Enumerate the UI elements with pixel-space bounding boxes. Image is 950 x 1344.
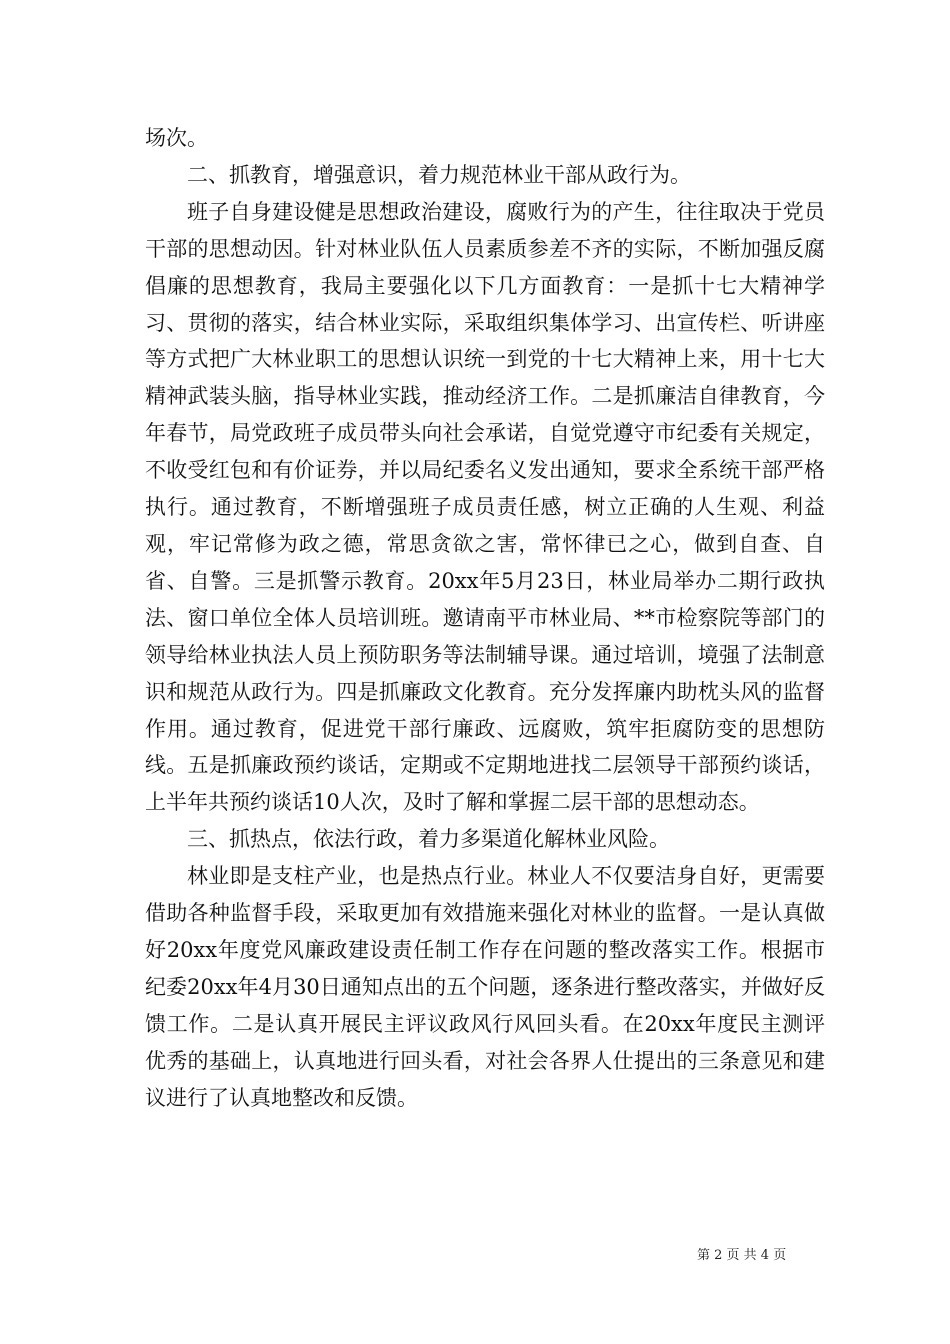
section-heading-two: 二、抓教育，增强意识，着力规范林业干部从政行为。 (187, 162, 691, 187)
section-heading-three: 三、抓热点，依法行政，着力多渠道化解林业风险。 (187, 827, 670, 852)
document-body (145, 120, 825, 1116)
page-number-footer: 第 2 页 共 4 页 (697, 1248, 787, 1263)
paragraph-education: 班子自身建设健是思想政治建设，腐败行为的产生，往往取决于党员干部的思想动因。针对林业队伍人员素质参差不齐的实际，不断加强反腐倡廉的思想教育，我局主要强化以下几方面教育：一是抓十七大精神学习、贯彻的落实，结合林业实际，采取组织集体学习、出宣传栏、听讲座等方式把广大林业职工的思想认识统一到党的十七大精神上来，用十七大精神武装头脑，指导林业实践，推动经济工作。二是抓廉洁自律教育，今年春节，局党政班子成员带头向社会承诺，自觉党遵守市纪委有关规定，不收受红包和有价证券，并以局纪委名义发出通知，要求全系统干部严格执行。通过教育，不断增强班子成员责任感，树立正确的人生观、利益观，牢记常修为政之德，常思贪欲之害，常怀律已之心，做到自查、自省、自警。三是抓警示教育。20xx年5月23日，林业局举办二期行政执法、窗口单位全体人员培训班。邀请南平市林业局、**市检察院等部门的领导给林业执法人员上预防职务等法制辅导课。通过培训，境强了法制意识和规范从政行为。四是抓廉政文化教育。充分发挥廉内助枕头风的监督作用。通过教育，促进党干部行廉政、远腐败，筑牢拒腐防变的思想防线。五是抓廉政预约谈话，定期或不定期地进找二层领导干部预约谈话，上半年共预约谈话10人次，及时了解和掌握二层干部的思想动态。 (145, 199, 825, 815)
paragraph-hotspot: 林业即是支柱产业，也是热点行业。林业人不仅要洁身自好，更需要借助各种监督手段，采取更加有效措施来强化对林业的监督。一是认真做好20xx年度党风廉政建设责任制工作存在问题的整改落实工作。根据市纪委20xx年4月30日通知点出的五个问题，逐条进行整改落实，并做好反馈工作。二是认真开展民主评议政风行风回头看。在20xx年度民主测评优秀的基础上，认真地进行回头看，对社会各界人仕提出的三条意见和建议进行了认真地整改和反馈。 (145, 864, 825, 1110)
paragraph-continuation: 场次。 (145, 126, 208, 150)
